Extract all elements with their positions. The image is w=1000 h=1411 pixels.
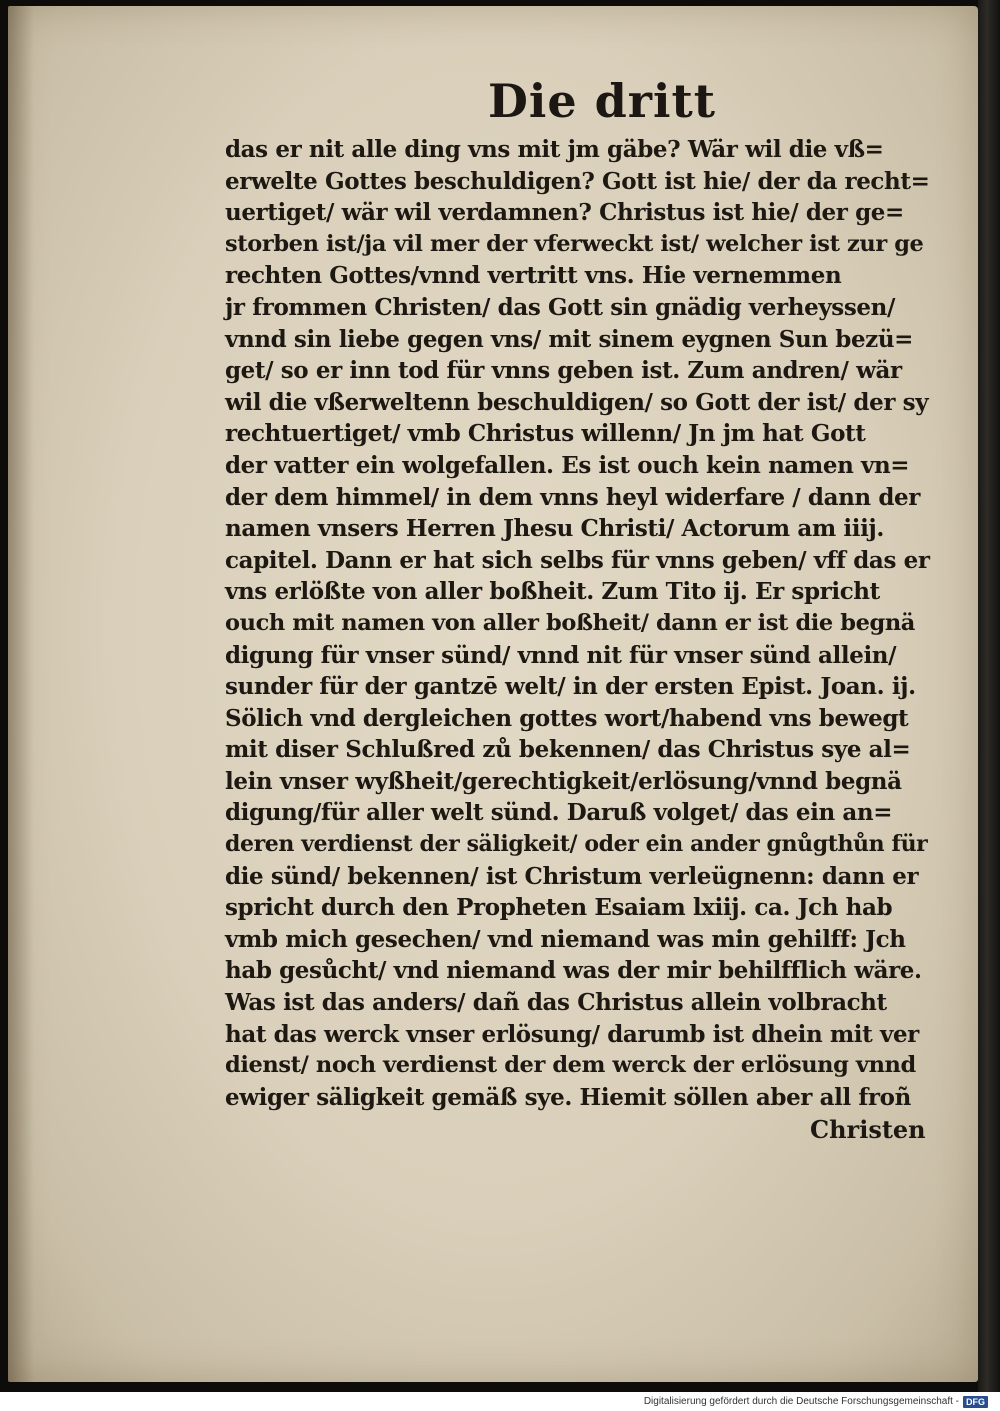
text-line: das er nit alle ding vns mit jm gäbe? Wär wil die vß= xyxy=(225,136,884,163)
text-line: lein vnser wyßheit/gerechtigkeit/erlösung/vnnd begnä xyxy=(225,767,902,795)
text-line: Sölich vnd dergleichen gottes wort/habend vns bewegt xyxy=(225,704,909,732)
catchword: Christen xyxy=(810,1115,926,1144)
text-line: get/ so er inn tod für vnns geben ist. Zum andren/ wär xyxy=(225,357,902,385)
text-line: die sünd/ bekennen/ ist Christum verleügnenn: dann er xyxy=(225,862,919,890)
text-line: Was ist das anders/ dañ das Christus allein volbracht xyxy=(225,989,887,1017)
text-line: dienst/ noch verdienst der dem werck der erlösung vnnd xyxy=(225,1052,916,1079)
text-line: digung für vnser sünd/ vnnd nit für vnser sünd allein/ xyxy=(225,641,897,669)
text-line: rechtuertiget/ vmb Christus willenn/ Jn jm hat Gott xyxy=(225,420,866,448)
text-line: erwelte Gottes beschuldigen? Gott ist hie/ der da recht= xyxy=(225,167,930,195)
text-line: capitel. Dann er hat sich selbs für vnns geben/ vff das er xyxy=(225,546,930,574)
text-line: ewiger säligkeit gemäß sye. Hiemit söllen aber all froñ xyxy=(225,1083,911,1111)
paper-page xyxy=(8,6,978,1382)
footer-bar xyxy=(0,1392,1000,1411)
text-line: jr frommen Christen/ das Gott sin gnädig verheyssen/ xyxy=(225,293,895,321)
text-line: wil die vßerweltenn beschuldigen/ so Gott der ist/ der sy xyxy=(225,388,929,416)
body-text xyxy=(225,134,930,1113)
text-line: uertiget/ wär wil verdamnen? Christus ist hie/ der ge= xyxy=(225,199,904,227)
text-line: vns erlößte von aller boßheit. Zum Tito ij. Er spricht xyxy=(225,578,880,606)
text-line: deren verdienst der säligkeit/ oder ein ander gnůgthůn für xyxy=(225,831,928,858)
text-line: der vatter ein wolgefallen. Es ist ouch kein namen vn= xyxy=(225,451,910,479)
text-line: spricht durch den Propheten Esaiam lxiij. ca. Jch hab xyxy=(225,894,893,922)
dfg-logo: DFG xyxy=(963,1396,988,1408)
text-line: vnnd sin liebe gegen vns/ mit sinem eygnen Sun bezü= xyxy=(225,325,914,353)
text-line: mit diser Schlußred zů bekennen/ das Christus sye al= xyxy=(225,736,911,764)
page-heading: Die dritt xyxy=(488,74,717,128)
text-line: der dem himmel/ in dem vnns heyl widerfare / dann der xyxy=(225,483,920,511)
text-line: hat das werck vnser erlösung/ darumb ist dhein mit ver xyxy=(225,1020,919,1048)
text-line: namen vnsers Herren Jhesu Christi/ Actorum am iiij. xyxy=(225,515,884,543)
text-line: sunder für der gantzē welt/ in der ersten Epist. Joan. ij. xyxy=(225,673,916,701)
funding-credit: Digitalisierung gefördert durch die Deutsche Forschungsgemeinschaft - xyxy=(643,1396,959,1407)
text-line: hab gesůcht/ vnd niemand was der mir behilfflich wäre. xyxy=(225,957,922,985)
text-line: ouch mit namen von aller boßheit/ dann er ist die begnä xyxy=(225,609,915,636)
text-line: digung/für aller welt sünd. Daruß volget/ das ein an= xyxy=(225,799,893,827)
text-line: rechten Gottes/vnnd vertritt vns. Hie vernemmen xyxy=(225,262,842,290)
text-line: vmb mich gesechen/ vnd niemand was min gehilff: Jch xyxy=(225,925,906,953)
text-line: storben ist/ja vil mer der vferweckt ist/ welcher ist zur ge xyxy=(225,230,924,257)
book-edge xyxy=(978,0,1000,1392)
